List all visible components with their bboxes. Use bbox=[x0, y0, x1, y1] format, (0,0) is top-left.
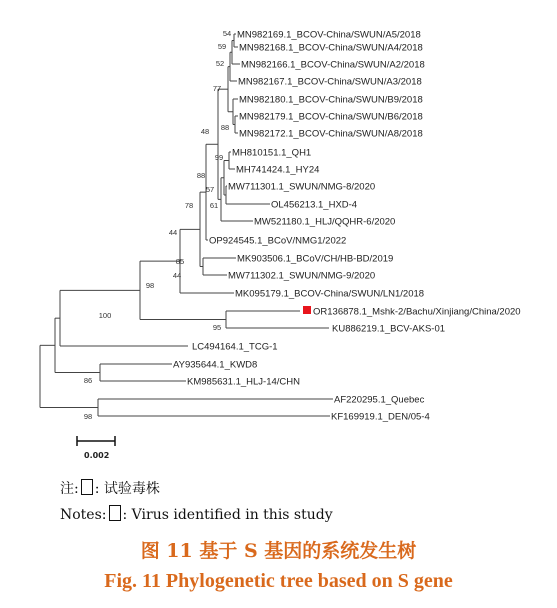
bootstrap-value: 54 bbox=[222, 29, 232, 38]
note-cn-prefix: 注: bbox=[60, 481, 79, 497]
leaf-label: OR136878.1_Mshk-2/Bachu/Xinjiang/China/2020 bbox=[313, 306, 521, 318]
bootstrap-value: 59 bbox=[217, 42, 227, 51]
bootstrap-value: 44 bbox=[168, 228, 178, 237]
leaf-label: MK095179.1_BCOV-China/SWUN/LN1/2018 bbox=[235, 288, 425, 300]
caption-chinese: 图 11 基于 S 基因的系统发生树 bbox=[140, 540, 417, 562]
bootstrap-value: 44 bbox=[172, 271, 182, 280]
bootstrap-value: 88 bbox=[220, 123, 230, 132]
scale-bar bbox=[77, 436, 115, 460]
legend-box bbox=[81, 479, 93, 495]
leaf-label: MW711301.1_SWUN/NMG-8/2020 bbox=[228, 181, 376, 193]
leaf-label: MN982179.1_BCOV-China/SWUN/B6/2018 bbox=[239, 111, 423, 123]
leaf-label: MN982168.1_BCOV-China/SWUN/A4/2018 bbox=[239, 42, 423, 54]
leaf-label: MW521180.1_HLJ/QQHR-6/2020 bbox=[254, 216, 396, 228]
leaf-label: MW711302.1_SWUN/NMG-9/2020 bbox=[228, 270, 376, 282]
bootstrap-value: 85 bbox=[175, 257, 185, 266]
leaf-label: AY935644.1_KWD8 bbox=[173, 359, 258, 371]
leaf-label: KF169919.1_DEN/05-4 bbox=[331, 411, 430, 423]
tree-labels bbox=[84, 29, 521, 423]
caption-english: Fig. 11 Phylogenetic tree based on S gene bbox=[104, 570, 453, 592]
leaf-label: MN982167.1_BCOV-China/SWUN/A3/2018 bbox=[238, 76, 422, 88]
leaf-label: AF220295.1_Quebec bbox=[334, 394, 425, 406]
bootstrap-value: 95 bbox=[212, 323, 222, 332]
leaf-label: MN982172.1_BCOV-China/SWUN/A8/2018 bbox=[239, 128, 423, 140]
bootstrap-value: 78 bbox=[184, 201, 194, 210]
note-english bbox=[60, 505, 333, 523]
bootstrap-value: 86 bbox=[83, 376, 93, 385]
bootstrap-value: 100 bbox=[98, 311, 112, 320]
bootstrap-value: 48 bbox=[200, 127, 210, 136]
note-cn-text: : 试验毒株 bbox=[94, 481, 160, 497]
bootstrap-value: 61 bbox=[209, 201, 219, 210]
scale-bar-label: 0.002 bbox=[84, 451, 110, 460]
bootstrap-value: 99 bbox=[214, 153, 224, 162]
bootstrap-value: 98 bbox=[145, 281, 155, 290]
legend-box-en bbox=[109, 505, 121, 521]
leaf-label: MN982180.1_BCOV-China/SWUN/B9/2018 bbox=[239, 94, 423, 106]
highlight-marker bbox=[303, 306, 311, 314]
leaf-label: LC494164.1_TCG-1 bbox=[192, 341, 278, 353]
leaf-label: MH741424.1_HY24 bbox=[236, 164, 320, 176]
note-en-text: : Virus identified in this study bbox=[122, 507, 333, 523]
bootstrap-value: 57 bbox=[205, 185, 215, 194]
bootstrap-value: 98 bbox=[83, 412, 93, 421]
bootstrap-value: 52 bbox=[215, 59, 225, 68]
leaf-label: MN982169.1_BCOV-China/SWUN/A5/2018 bbox=[237, 29, 421, 41]
leaf-label: MH810151.1_QH1 bbox=[232, 147, 312, 159]
note-en-prefix: Notes: bbox=[60, 507, 107, 523]
note-chinese bbox=[60, 478, 160, 498]
bootstrap-value: 77 bbox=[212, 84, 222, 93]
bootstrap-value: 88 bbox=[196, 171, 206, 180]
leaf-label: OL456213.1_HXD-4 bbox=[271, 199, 358, 211]
leaf-label: OP924545.1_BCoV/NMG1/2022 bbox=[209, 235, 347, 247]
leaf-label: KU886219.1_BCV-AKS-01 bbox=[332, 323, 446, 335]
leaf-label: MK903506.1_BCoV/CH/HB-BD/2019 bbox=[237, 253, 394, 265]
leaf-label: MN982166.1_BCOV-China/SWUN/A2/2018 bbox=[241, 59, 425, 71]
leaf-label: KM985631.1_HLJ-14/CHN bbox=[187, 376, 301, 388]
